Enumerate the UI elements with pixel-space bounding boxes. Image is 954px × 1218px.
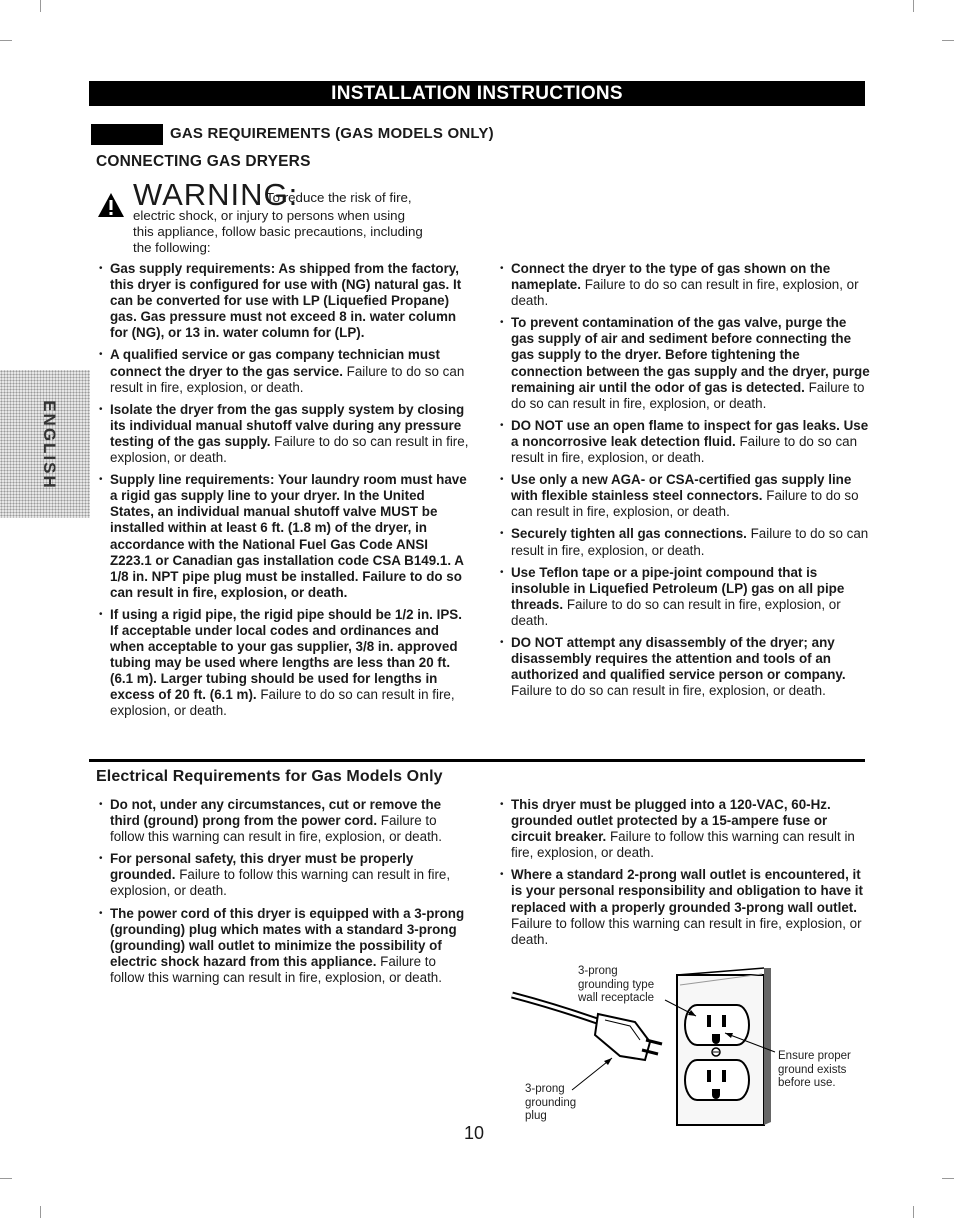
language-side-tab-label: ENGLISH — [40, 400, 59, 490]
warning-heading: WARNING: — [133, 177, 299, 212]
list-item: • If using a rigid pipe, the rigid pipe should be 1/2 in. IPS. If acceptable under local codes and ordinances and when acceptable to your gas supplier, 3/8 in. approved tubing may be used where lengths are less than 20 ft. (6.1 m). Larger tubing should be used for lengths in excess of 20 ft. (6.1 m). Failure to do so can result in fire, explosion, or death. — [97, 607, 471, 720]
electrical-left-column — [97, 797, 473, 992]
gas-requirements-right-column — [498, 261, 872, 705]
ground-note-label: Ensure proper ground exists before use. — [778, 1050, 851, 1089]
crop-mark — [40, 0, 41, 12]
list-item: • Supply line requirements: Your laundry room must have a rigid gas supply line to your dryer. In the United States, an individual manual shutoff valve MUST be installed within at least 6 ft. (1.8 m) of the dryer, in accordance with the National Fuel Gas Code ANSI Z223.1 or Canadian gas installation code CSA B149.1. A 1/8 in. NPT pipe plug must be installed. Failure to do so can result in fire, explosion, or death. — [97, 472, 471, 601]
section-title: GAS REQUIREMENTS (GAS MODELS ONLY) — [170, 125, 494, 142]
crop-mark — [0, 1178, 12, 1179]
plug-label: 3-prong grounding plug — [525, 1083, 577, 1122]
list-item: • Connect the dryer to the type of gas shown on the nameplate. Failure to do so can result in fire, explosion, or death. — [498, 261, 872, 309]
list-item: • Gas supply requirements: As shipped from the factory, this dryer is configured for use with (NG) natural gas. It can be converted for use with LP (Liquefied Propane) gas. Gas pressure must not exceed 8 in. water column for (NG), or 13 in. water column for (LP). — [97, 261, 471, 341]
section-marker-block — [91, 124, 163, 145]
warning-lead: To reduce the risk of fire, — [266, 190, 412, 205]
crop-mark — [942, 1178, 954, 1179]
warning-line: this appliance, follow basic precautions, including — [133, 224, 423, 239]
receptacle-label: 3-prong grounding type wall receptacle — [578, 965, 655, 1004]
section-divider — [89, 759, 865, 762]
warning-line: the following: — [133, 240, 211, 255]
warning-line: electric shock, or injury to persons when using — [133, 208, 405, 223]
list-item: • Use Teflon tape or a pipe-joint compound that is insoluble in Liquefied Petroleum (LP) gas on all pipe threads. Failure to do so can result in fire, explosion, or death. — [498, 565, 872, 629]
list-item: • To prevent contamination of the gas valve, purge the gas supply of air and sediment before connecting the gas supply to the dryer. Before tightening the connection between the gas supply and the dryer, purge remaining air until the odor of gas is detected. Failure to do so can result in fire, explosion, or death. — [498, 315, 872, 412]
electrical-section-title: Electrical Requirements for Gas Models Only — [96, 768, 443, 785]
crop-mark — [913, 0, 914, 12]
list-item: • Securely tighten all gas connections. Failure to do so can result in fire, explosion, or death. — [498, 526, 872, 558]
list-item: • Do not, under any circumstances, cut or remove the third (ground) prong from the power cord. Failure to follow this warning can result in fire, explosion, or death. — [97, 797, 473, 845]
list-item: • Where a standard 2-prong wall outlet is encountered, it is your personal responsibility and obligation to have it replaced with a properly grounded 3-prong wall outlet. Failure to follow this warning can result in fire, explosion, or death. — [498, 867, 870, 947]
warning-triangle-icon — [97, 192, 125, 218]
list-item: • The power cord of this dryer is equipped with a 3-prong (grounding) plug which mates with a standard 3-prong (grounding) wall outlet to minimize the possibility of electric shock hazard from this appliance. Failure to follow this warning can result in fire, explosion, or death. — [97, 906, 473, 986]
list-item: • Isolate the dryer from the gas supply system by closing its individual manual shutoff valve during any pressure testing of the gas supply. Failure to do so can result in fire, explosion, or death. — [97, 402, 471, 466]
list-item: • DO NOT attempt any disassembly of the dryer; any disassembly requires the attention and tools of an authorized and qualified service person or company. Failure to do so can result in fire, explosion, or death. — [498, 635, 872, 699]
list-item: • DO NOT use an open flame to inspect for gas leaks. Use a noncorrosive leak detection fluid. Failure to do so can result in fire, explosion, or death. — [498, 418, 872, 466]
page-header: INSTALLATION INSTRUCTIONS — [89, 81, 865, 106]
list-item: • Use only a new AGA- or CSA-certified gas supply line with flexible stainless steel connectors. Failure to do so can result in fire, explosion, or death. — [498, 472, 872, 520]
crop-mark — [40, 1206, 41, 1218]
page-number: 10 — [464, 1123, 485, 1143]
crop-mark — [913, 1206, 914, 1218]
list-item: • A qualified service or gas company technician must connect the dryer to the gas service. Failure to do so can result in fire, explosion, or death. — [97, 347, 471, 395]
list-item: • For personal safety, this dryer must be properly grounded. Failure to follow this warning can result in fire, explosion, or death. — [97, 851, 473, 899]
electrical-right-column — [498, 797, 870, 954]
gas-requirements-left-column — [97, 261, 471, 726]
crop-mark — [942, 40, 954, 41]
crop-mark — [0, 40, 12, 41]
list-item: • This dryer must be plugged into a 120-VAC, 60-Hz. grounded outlet protected by a 15-ampere fuse or circuit breaker. Failure to follow this warning can result in fire, explosion, or death. — [498, 797, 870, 861]
subsection-title: CONNECTING GAS DRYERS — [96, 153, 311, 170]
